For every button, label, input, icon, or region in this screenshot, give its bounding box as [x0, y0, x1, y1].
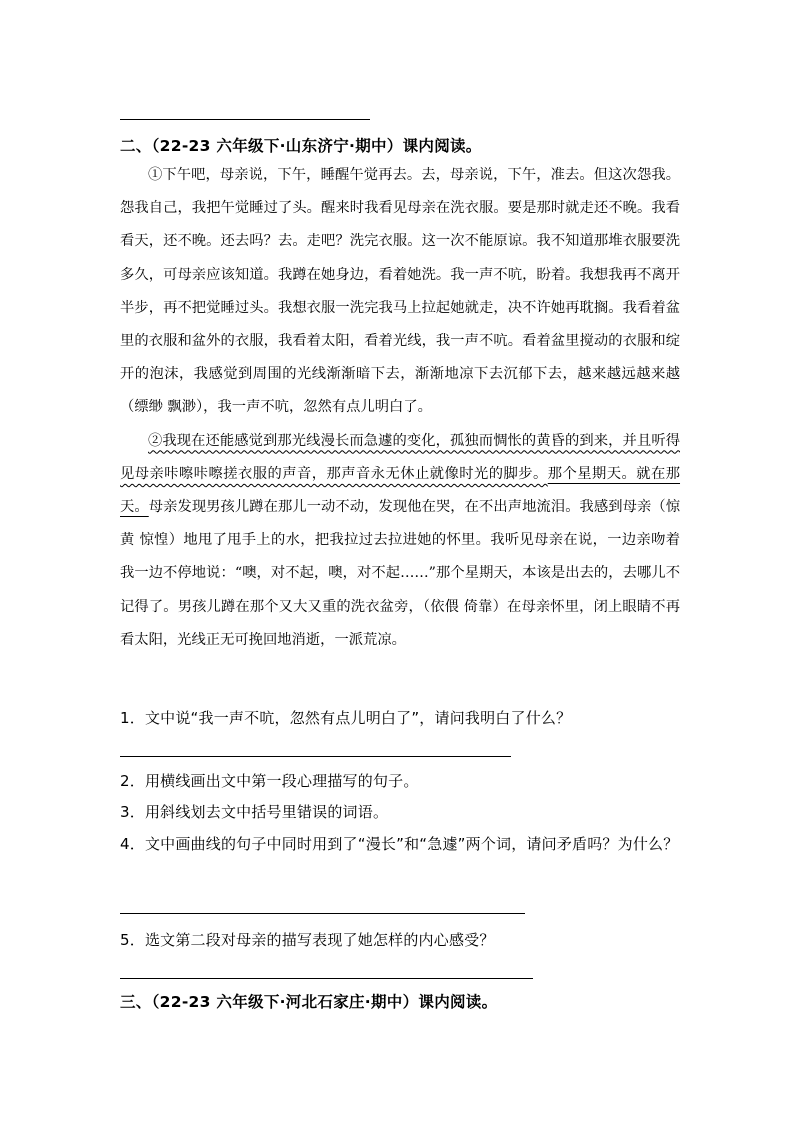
answer-line-5[interactable] [120, 978, 533, 979]
reading-passage [120, 159, 680, 657]
answer-line-1[interactable] [120, 756, 511, 757]
passage-paragraph-2 [120, 425, 680, 657]
question-5: 5．选文第二段对母亲的描写表现了她怎样的内心感受？ [120, 931, 495, 949]
wavy-underlined-sentence: ②我现在还能感觉到那光线漫长而急遽的变化，孤独而惆怅的黄昏的到来，并且听得见母亲咔嚓咔嚓搓衣服的声音，那声音永无休止就像时光的脚步。 [120, 432, 680, 482]
straight-underlined-sentence: 那个星期天。就在那天。 [120, 465, 681, 516]
top-answer-line [120, 119, 370, 120]
question-1: 1．文中说“我一声不吭，忽然有点儿明白了”，请问我明白了什么？ [120, 709, 572, 727]
answer-line-4[interactable] [120, 913, 525, 914]
paragraph-2-remainder: 母亲发现男孩儿蹲在那儿一动不动，发现他在哭，在不出声地流泪。我感到母亲（惊黄 惊惶）地甩了甩手上的水，把我拉过去拉进她的怀里。我听见母亲在说，一边亲吻着我一边不停地说：“噢，对不起，噢，对不起……”那个星期天，本该是出去的，去哪儿不记得了。男孩儿蹲在那个又大又重的洗衣盆旁，（依偎 倚靠）在母亲怀里，闭上眼睛不再看太阳，光线正无可挽回地消逝，一派荒凉。 [120, 499, 681, 648]
section-2-heading: 二、（22-23 六年级下·山东济宁·期中）课内阅读。 [120, 137, 482, 155]
question-3: 3．用斜线划去文中括号里错误的词语。 [120, 803, 389, 821]
passage-paragraph-1: ①下午吧，母亲说，下午，睡醒午觉再去。去，母亲说，下午，准去。但这次怨我。怨我自己，我把午觉睡过了头。醒来时我看见母亲在洗衣服。要是那时就走还不晚。我看看天，还不晚。还去吗？去。走吧？洗完衣服。这一次不能原谅。我不知道那堆衣服要洗多久，可母亲应该知道。我蹲在她身边，看着她洗。我一声不吭，盼着。我想我再不离开半步，再不把觉睡过头。我想衣服一洗完我马上拉起她就走，决不许她再耽搁。我看着盆里的衣服和盆外的衣服，我看着太阳，看着光线，我一声不吭。看着盆里搅动的衣服和绽开的泡沫，我感觉到周围的光线渐渐暗下去，渐渐地凉下去沉郁下去，越来越远越来越（缥缈 飘渺），我一声不吭，忽然有点儿明白了。 [120, 167, 680, 416]
section-3-heading: 三、（22-23 六年级下·河北石家庄·期中）课内阅读。 [120, 993, 498, 1011]
question-4: 4．文中画曲线的句子中同时用到了“漫长”和“急遽”两个词，请问矛盾吗？为什么？ [120, 835, 679, 853]
question-2: 2．用横线画出文中第一段心理描写的句子。 [120, 772, 419, 790]
